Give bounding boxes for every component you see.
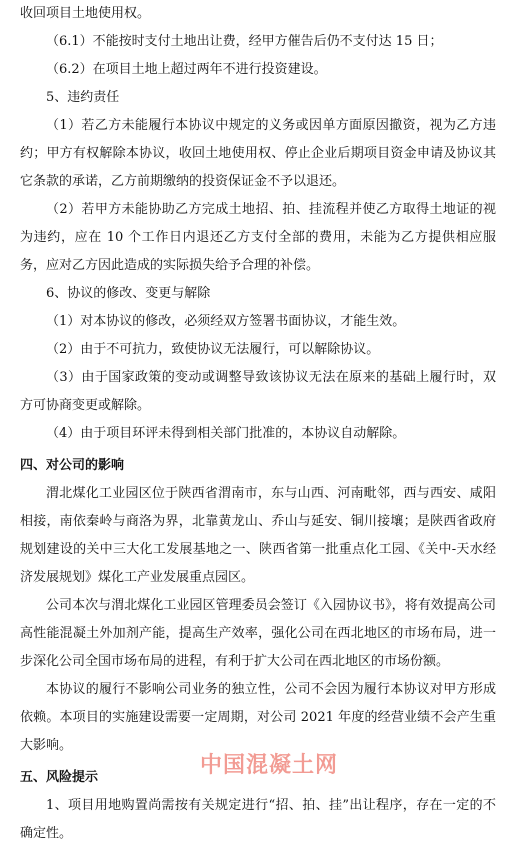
- impact-paragraph-2: 公司本次与渭北煤化工业园区管理委员会签订《入园协议书》，将有效提高公司高性能混凝土外加剂产能，提高生产效率，强化公司在西北地区的市场布局，进一步深化公司全国市场布局的进程，有利于扩大公司在西北地区的市场份额。: [20, 598, 496, 669]
- paragraph-line: 收回项目土地使用权。: [20, 6, 151, 21]
- heading-risk-notice: 五、风险提示: [20, 770, 99, 785]
- modification-clause-3: （3）由于国家政策的变动或调整导致该协议无法在原来的基础上履行时，双方可协商变更或解除。: [20, 370, 496, 413]
- modification-clause-4: （4）由于项目环评未得到相关部门批准的，本协议自动解除。: [46, 426, 406, 441]
- section-heading-liability: 5、违约责任: [46, 90, 120, 105]
- heading-company-impact: 四、对公司的影响: [20, 458, 125, 473]
- impact-paragraph-3: 本协议的履行不影响公司业务的独立性，公司不会因为履行本协议对甲方形成依赖。本项目的实施建设需要一定周期，对公司 2021 年度的经营业绩不会产生重大影响。: [20, 682, 496, 753]
- document-body: [20, 0, 496, 848]
- liability-clause-1: （1）若乙方未能履行本协议中规定的义务或因单方面原因撤资，视为乙方违约；甲方有权解除本协议，收回土地使用权、停止企业后期项目资金申请及协议其它条款的承诺，乙方前期缴纳的投资保证金不予以退还。: [20, 118, 496, 189]
- risk-paragraph-1: 1、项目用地购置尚需按有关规定进行“招、拍、挂”出让程序，存在一定的不确定性。: [20, 798, 496, 841]
- modification-clause-1: （1）对本协议的修改，必须经双方签署书面协议，才能生效。: [46, 314, 406, 329]
- clause-6-2: （6.2）在项目土地上超过两年不进行投资建设。: [46, 62, 327, 77]
- modification-clause-2: （2）由于不可抗力，致使协议无法履行，可以解除协议。: [46, 342, 380, 357]
- liability-clause-2: （2）若甲方未能协助乙方完成土地招、拍、挂流程并使乙方取得土地证的视为违约，应在 10 个工作日内退还乙方支付全部的费用，未能为乙方提供相应服务，应对乙方因此造成的实际损失给予合理的补偿。: [20, 202, 496, 273]
- watermark-logo: 中国混凝土网: [200, 753, 339, 778]
- impact-paragraph-1: 渭北煤化工业园区位于陕西省渭南市，东与山西、河南毗邻，西与西安、咸阳相接，南依秦岭与商洛为界，北靠黄龙山、乔山与延安、铜川接壤；是陕西省政府规划建设的关中三大化工发展基地之一、陕西省第一批重点化工园、《关中-天水经济发展规划》煤化工产业发展重点园区。: [20, 486, 496, 585]
- section-heading-modification: 6、协议的修改、变更与解除: [46, 286, 211, 301]
- clause-6-1: （6.1）不能按时支付土地出让费，经甲方催告后仍不支付达 15 日；: [46, 34, 443, 49]
